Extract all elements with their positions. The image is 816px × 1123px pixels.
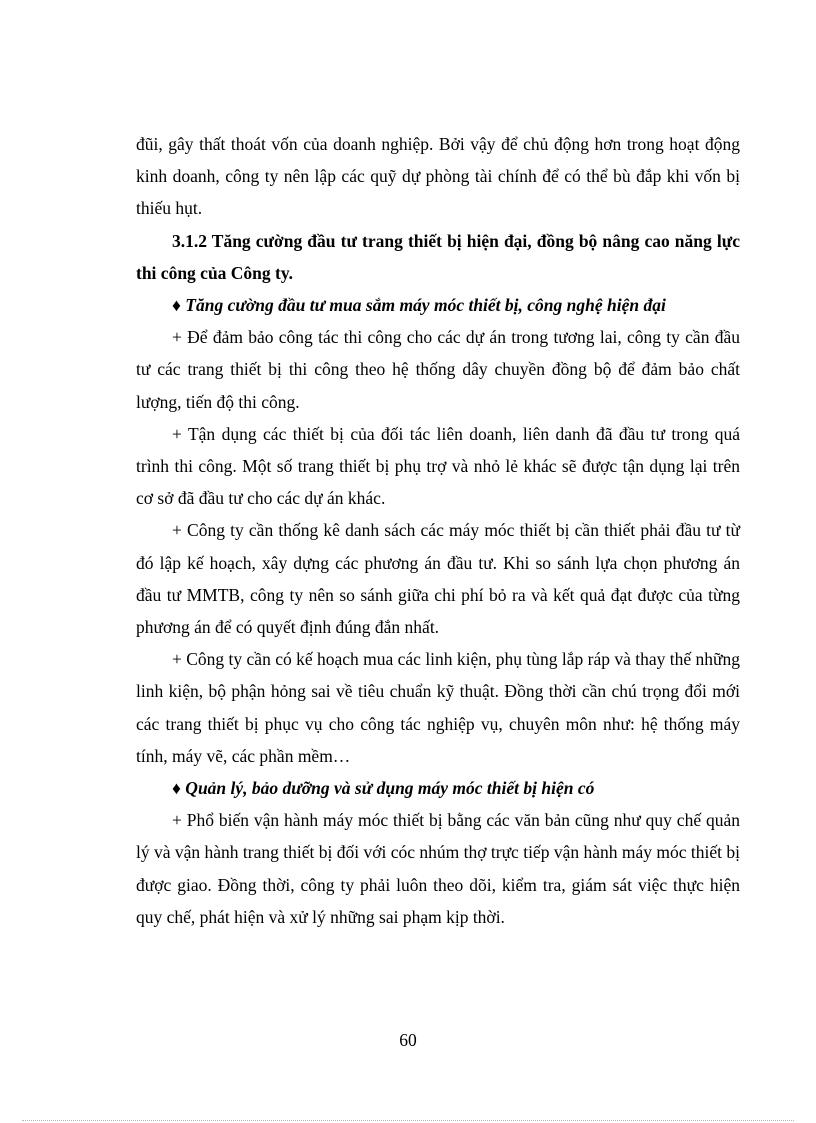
- maintenance-item-1: + Phổ biến vận hành máy móc thiết bị bằng các văn bản cũng như quy chế quản lý và vận hành trang thiết bị đối với cóc nhúm thợ trực tiếp vận hành máy móc thiết bị được giao. Đồng thời, công ty phải luôn theo dõi, kiểm tra, giám sát việc thực hiện quy chế, phát hiện và xử lý những sai phạm kịp thời.: [136, 810, 740, 927]
- subsection-heading-investment: ♦ Tăng cường đầu tư mua sắm máy móc thiết bị, công nghệ hiện đại: [172, 295, 666, 316]
- page-body: [136, 128, 740, 933]
- investment-item-3: + Công ty cần thống kê danh sách các máy móc thiết bị cần thiết phải đầu tư từ đó lập kế hoạch, xây dựng các phương án đầu tư. Khi so sánh lựa chọn phương án đầu tư MMTB, công ty nên so sánh giữa chi phí bỏ ra và kết quả đạt được của từng phương án để có quyết định đúng đắn nhất.: [136, 520, 740, 638]
- investment-item-2: + Tận dụng các thiết bị của đối tác liên doanh, liên danh đã đầu tư trong quá trình thi công. Một số trang thiết bị phụ trợ và nhỏ lẻ khác sẽ được tận dụng lại trên cơ sở đã đầu tư cho các dự án khác.: [136, 423, 740, 509]
- section-heading: 3.1.2 Tăng cường đầu tư trang thiết bị hiện đại, đồng bộ nâng cao năng lực thi công của Công ty.: [136, 230, 740, 283]
- page-number: 60: [399, 1030, 417, 1050]
- subsection-heading-maintenance: ♦ Quản lý, bảo dưỡng và sử dụng máy móc thiết bị hiện có: [172, 778, 595, 799]
- investment-item-4: + Công ty cần có kế hoạch mua các linh kiện, phụ tùng lắp ráp và thay thế những linh kiện, bộ phận hỏng sai về tiêu chuẩn kỹ thuật. Đồng thời cần chú trọng đổi mới các trang thiết bị phục vụ cho công tác nghiệp vụ, chuyên môn như: hệ thống máy tính, máy vẽ, các phần mềm…: [136, 649, 741, 766]
- page-bottom-divider: [22, 1120, 794, 1121]
- investment-item-1: + Để đảm bảo công tác thi công cho các dự án trong tương lai, công ty cần đầu tư các trang thiết bị thi công theo hệ thống dây chuyền đồng bộ để đảm bảo chất lượng, tiến độ thi công.: [136, 327, 740, 412]
- continuation-paragraph: đũi, gây thất thoát vốn của doanh nghiệp. Bởi vậy để chủ động hơn trong hoạt động kinh doanh, công ty nên lập các quỹ dự phòng tài chính để có thể bù đắp khi vốn bị thiếu hụt.: [136, 134, 740, 219]
